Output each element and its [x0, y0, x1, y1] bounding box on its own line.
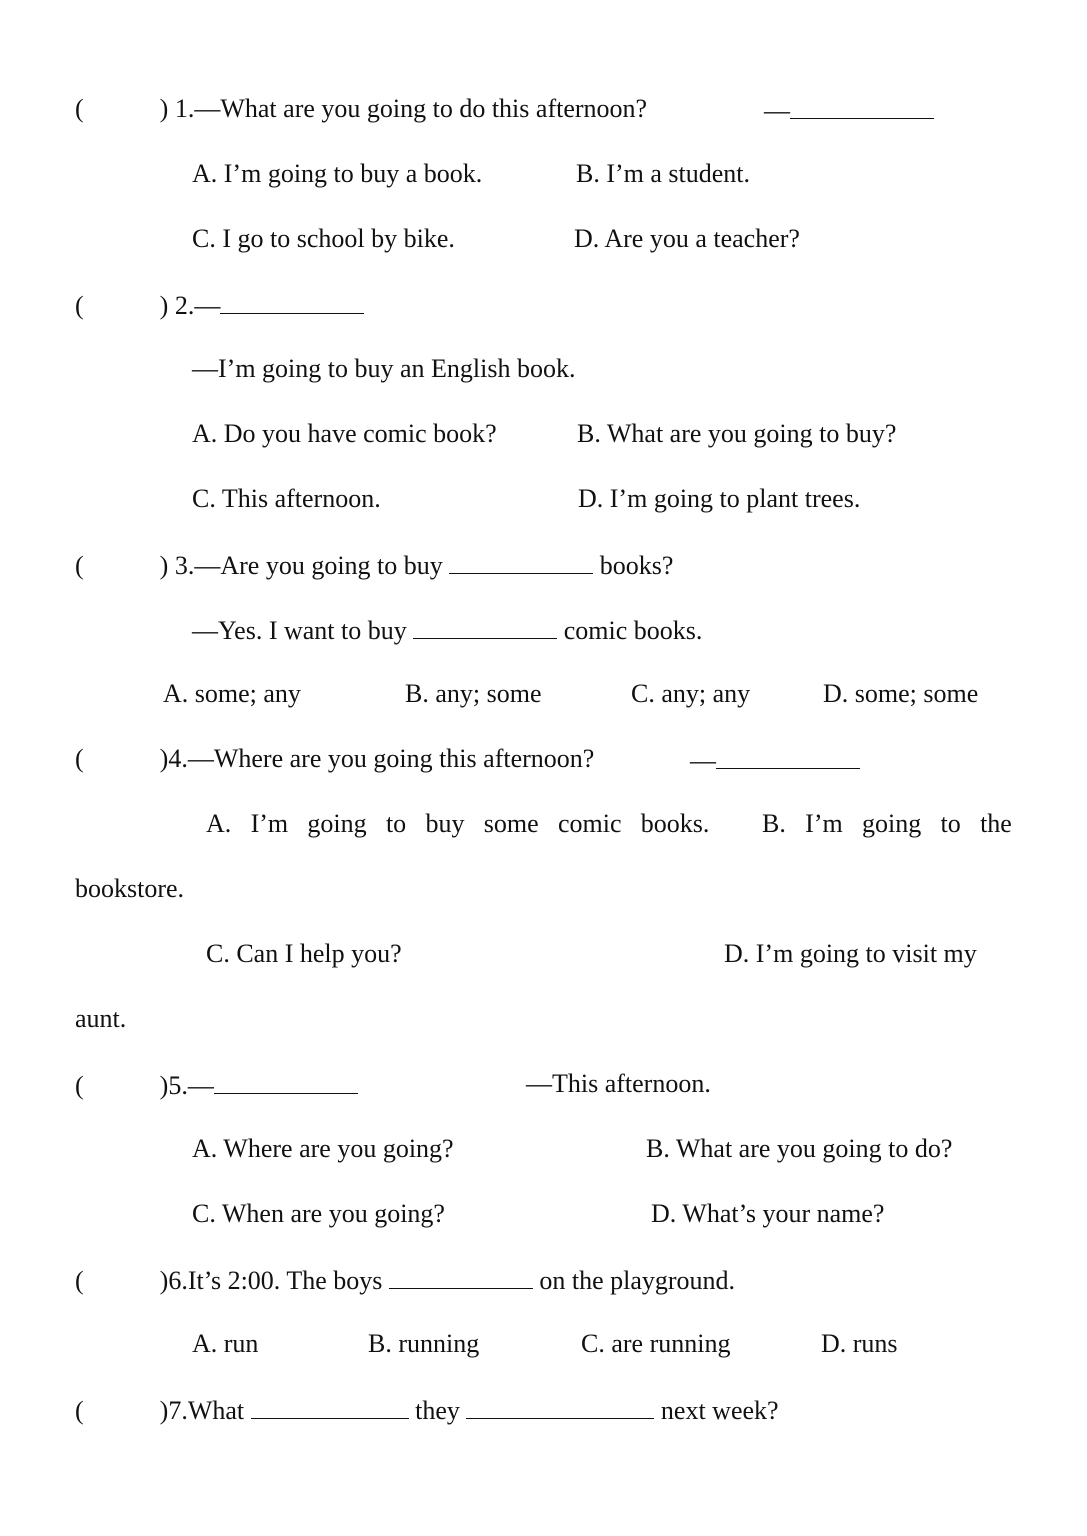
q3-answer-line — [192, 614, 702, 646]
question-2 — [75, 289, 364, 321]
question-1 — [75, 94, 647, 124]
answer-paren-open: ( — [75, 1396, 84, 1425]
question-number: 3. — [174, 551, 195, 580]
answer-blank[interactable] — [466, 1394, 654, 1419]
answer-paren-close: ) — [159, 1396, 169, 1425]
q5-option-d: D. What’s your name? — [651, 1199, 885, 1228]
q4-options-ab — [206, 809, 1012, 839]
answer-text: —Yes. I want to buy — [192, 616, 407, 645]
q3-option-c: C. any; any — [631, 679, 751, 708]
answer-blank[interactable] — [389, 1264, 533, 1289]
answer-blank[interactable] — [214, 1069, 358, 1094]
answer-paren-close: ) — [159, 551, 169, 580]
q5-option-a: A. Where are you going? — [192, 1134, 454, 1163]
question-prompt: — — [187, 1071, 214, 1100]
q4-word: going — [862, 809, 922, 838]
question-number: 6. — [168, 1266, 188, 1295]
response-dash: — — [690, 746, 716, 775]
question-prompt: It’s 2:00. The boys — [187, 1266, 383, 1295]
q4-option-c: C. Can I help you? — [206, 939, 402, 968]
question-prompt: — — [194, 291, 221, 320]
answer-blank[interactable] — [220, 289, 364, 314]
answer-blank[interactable] — [251, 1394, 409, 1419]
answer-paren-open: ( — [75, 291, 84, 320]
q2-option-d: D. I’m going to plant trees. — [578, 484, 861, 513]
question-7 — [75, 1394, 779, 1426]
question-4 — [75, 744, 594, 774]
question-number: 4. — [168, 744, 188, 773]
question-prompt: —Are you going to buy — [194, 551, 443, 580]
answer-paren-close: ) — [159, 1266, 169, 1295]
q2-option-a: A. Do you have comic book? — [192, 419, 497, 448]
q4-word: going — [307, 809, 367, 838]
question-prompt-end: next week? — [660, 1396, 779, 1425]
q1-option-b: B. I’m a student. — [576, 159, 751, 188]
question-6 — [75, 1264, 735, 1296]
q2-option-b: B. What are you going to buy? — [577, 419, 897, 448]
question-prompt-end: books? — [599, 551, 674, 580]
q4-word: I’m — [805, 809, 843, 838]
response-dash: — — [764, 96, 790, 125]
question-number: 7. — [168, 1396, 188, 1425]
q3-option-b: B. any; some — [405, 679, 542, 708]
q6-option-d: D. runs — [821, 1329, 898, 1358]
answer-paren-close: ) — [159, 1071, 169, 1100]
answer-paren-close: ) — [159, 744, 169, 773]
answer-paren-close: ) — [159, 291, 169, 320]
answer-blank[interactable] — [716, 744, 860, 769]
q2-answer-line: —I’m going to buy an English book. — [192, 354, 576, 383]
answer-paren-open: ( — [75, 551, 84, 580]
q4-word: A. — [206, 809, 232, 838]
answer-paren-open: ( — [75, 744, 84, 773]
q1-option-a: A. I’m going to buy a book. — [192, 159, 483, 188]
q4-word: the — [980, 809, 1012, 838]
q4-word: some — [483, 809, 539, 838]
q1-option-d: D. Are you a teacher? — [574, 224, 800, 253]
q5-answer-line: —This afternoon. — [526, 1069, 711, 1098]
q2-option-c: C. This afternoon. — [192, 484, 381, 513]
answer-paren-open: ( — [75, 1266, 84, 1295]
q6-option-a: A. run — [192, 1329, 259, 1358]
q4-option-d: D. I’m going to visit my — [724, 939, 977, 968]
question-3 — [75, 549, 673, 581]
q6-option-b: B. running — [368, 1329, 480, 1358]
q4-word: comic — [557, 809, 622, 838]
question-5 — [75, 1069, 358, 1101]
q4-word: to — [940, 809, 961, 838]
answer-paren-close: ) — [159, 94, 169, 123]
q3-option-a: A. some; any — [163, 679, 301, 708]
question-4-response — [690, 744, 860, 776]
q5-option-c: C. When are you going? — [192, 1199, 445, 1228]
q3-option-d: D. some; some — [823, 679, 979, 708]
q4-word: books. — [640, 809, 710, 838]
q4-option-d-wrap: aunt. — [75, 1004, 127, 1033]
q6-option-c: C. are running — [581, 1329, 731, 1358]
q4-word: I’m — [250, 809, 289, 838]
answer-paren-open: ( — [75, 94, 84, 123]
question-prompt-middle: they — [415, 1396, 460, 1425]
question-prompt: —What are you going to do this afternoon? — [194, 94, 648, 123]
answer-blank[interactable] — [790, 94, 934, 119]
question-number: 5. — [168, 1071, 188, 1100]
q4-word: B. — [762, 809, 786, 838]
answer-blank[interactable] — [449, 549, 593, 574]
q4-option-b-wrap: bookstore. — [75, 874, 185, 903]
answer-text-end: comic books. — [563, 616, 703, 645]
question-number: 1. — [174, 94, 195, 123]
question-number: 2. — [174, 291, 195, 320]
question-prompt: —Where are you going this afternoon? — [187, 744, 595, 773]
q4-word: buy — [425, 809, 465, 838]
q5-option-b: B. What are you going to do? — [646, 1134, 953, 1163]
question-1-response — [764, 94, 934, 126]
question-prompt-end: on the playground. — [539, 1266, 736, 1295]
answer-paren-open: ( — [75, 1071, 84, 1100]
q1-option-c: C. I go to school by bike. — [192, 224, 455, 253]
q4-word: to — [385, 809, 407, 838]
answer-blank[interactable] — [413, 614, 557, 639]
question-prompt: What — [187, 1396, 245, 1425]
